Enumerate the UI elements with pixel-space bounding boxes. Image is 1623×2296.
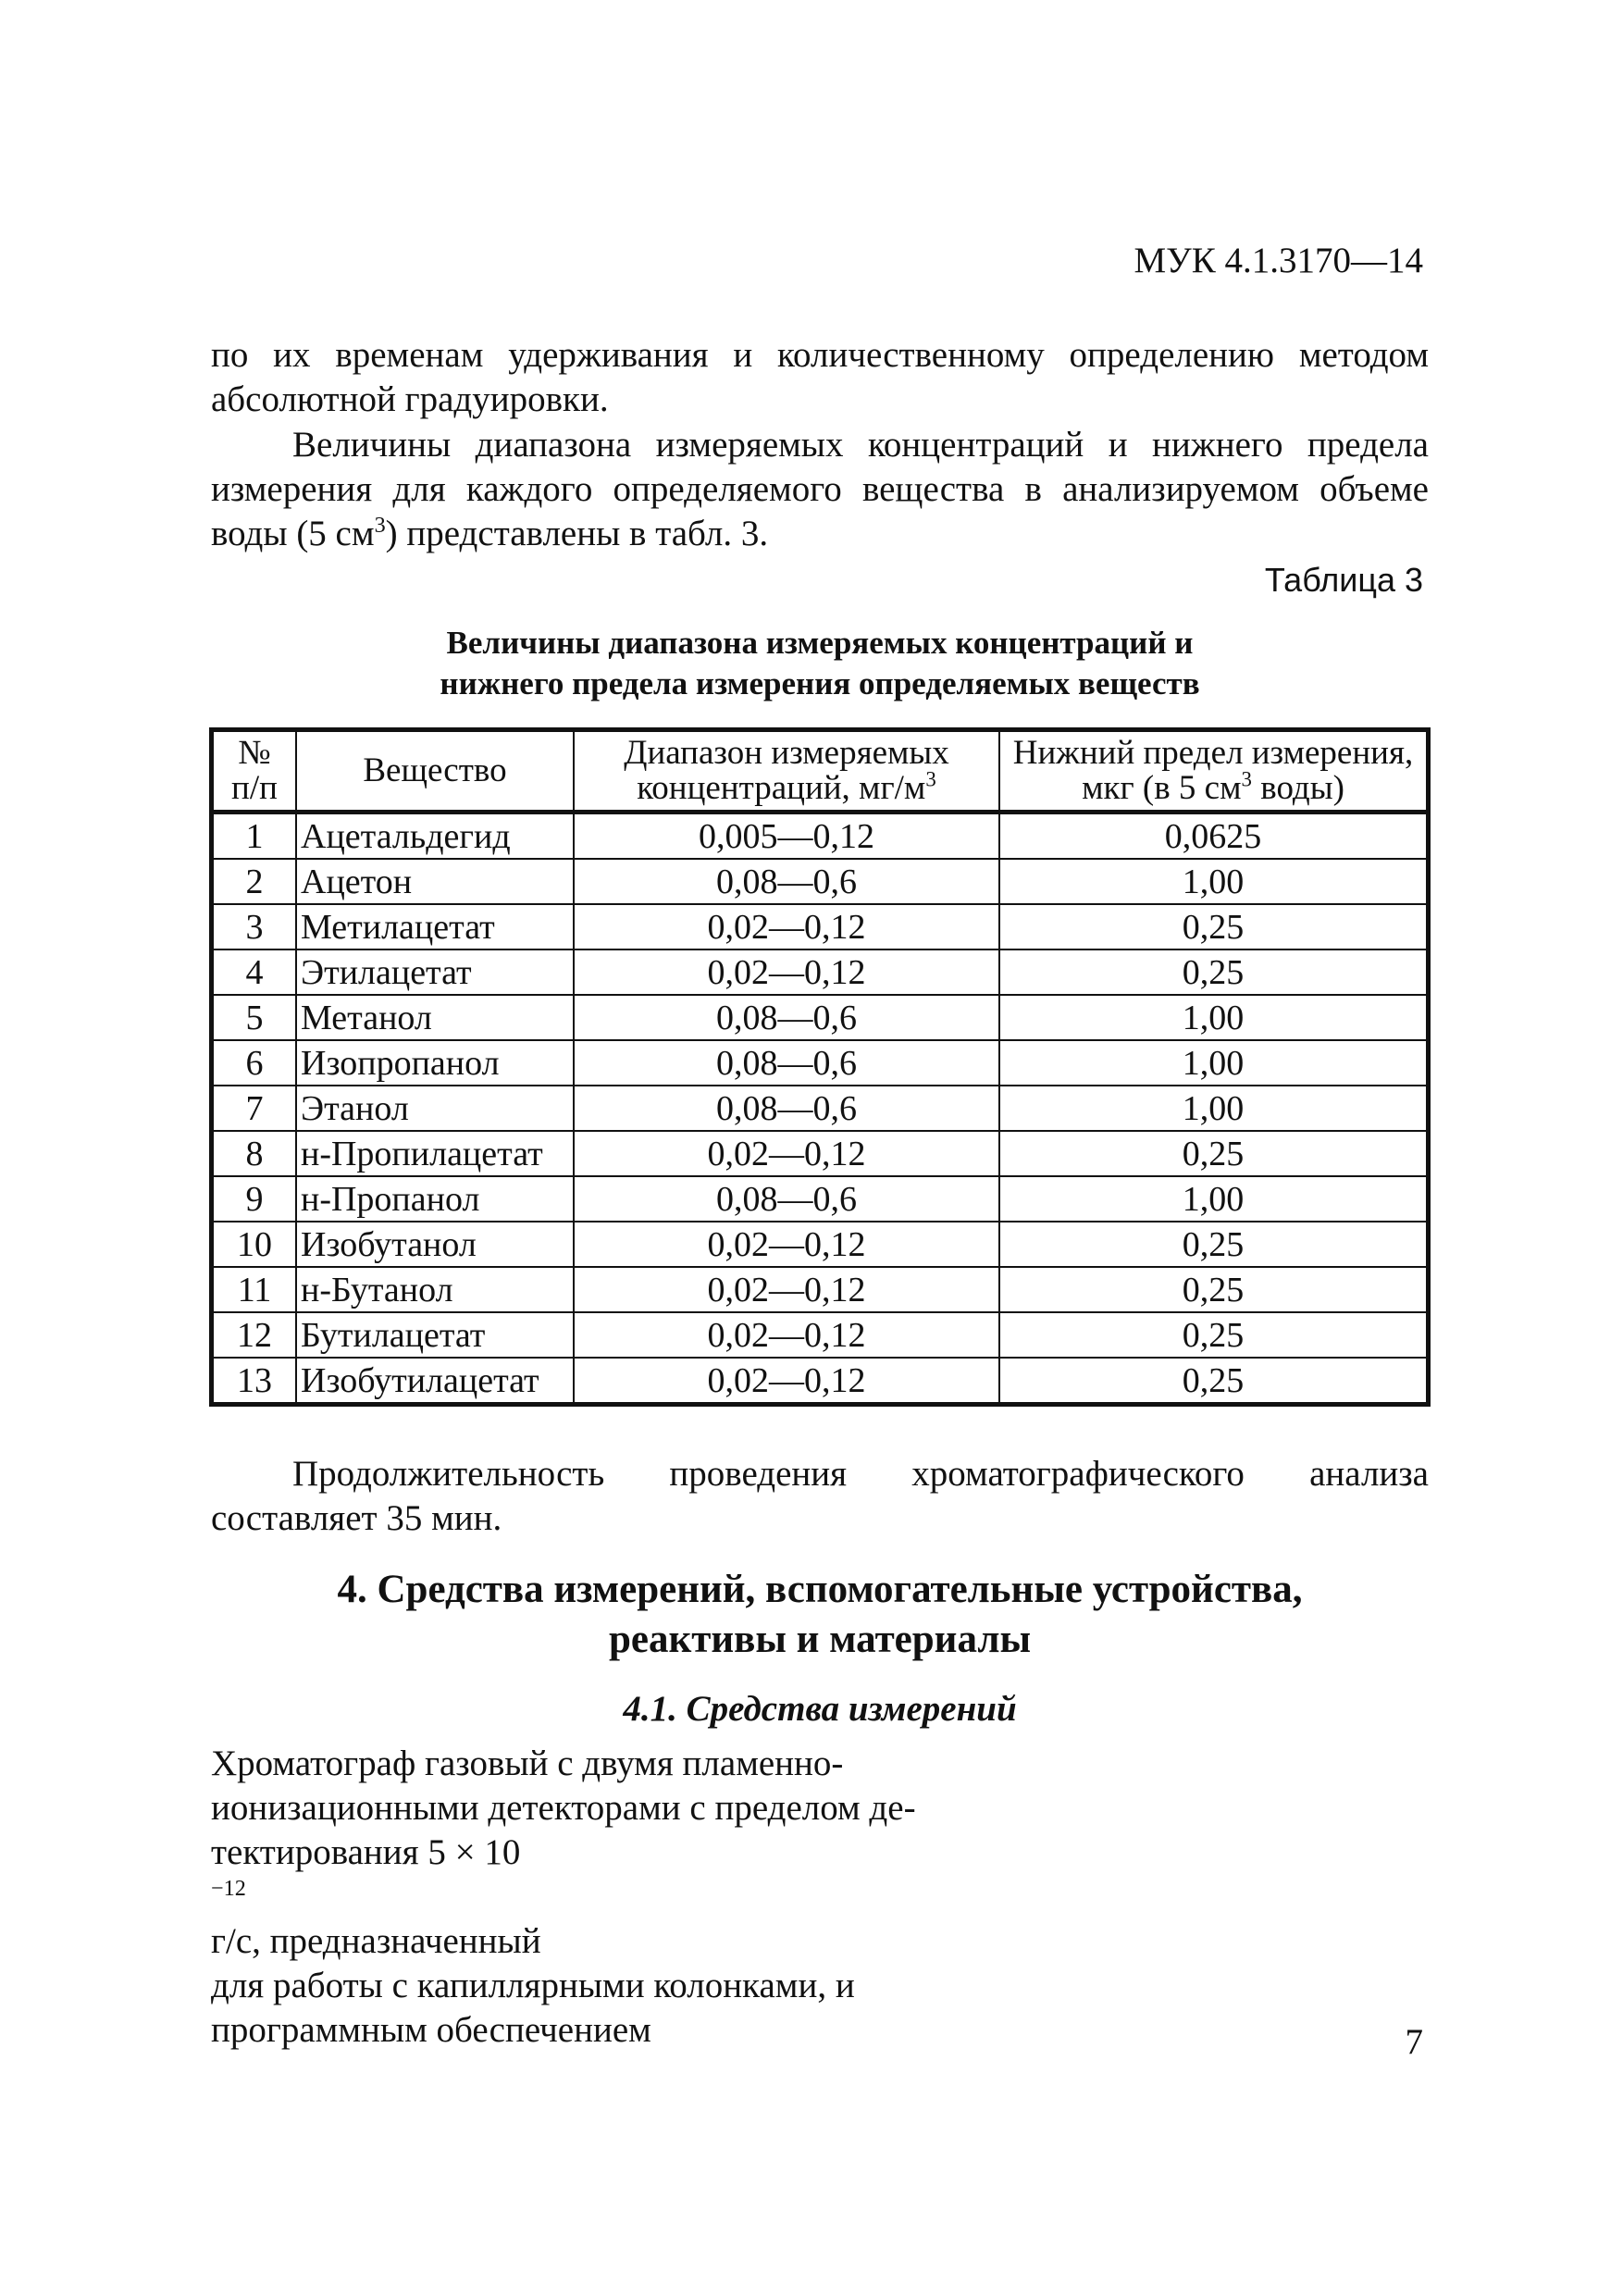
- cell-limit: 1,00: [999, 1086, 1429, 1131]
- cell-substance: Изобутилацетат: [296, 1358, 574, 1405]
- cell-substance: Изобутанол: [296, 1222, 574, 1267]
- section-4-heading-line-2: реактивы и материалы: [608, 1618, 1032, 1661]
- header-range-superscript: 3: [925, 767, 936, 791]
- header-limit-line-2: [1004, 767, 1422, 807]
- cell-substance: н-Бутанол: [296, 1267, 574, 1312]
- concentration-table: [209, 727, 1431, 1407]
- ranges-text-a: Величины диапазона измеряемых концентраций и нижнего предела измерения для каждого определяемого вещества в анализируемом объеме воды (5 см: [211, 425, 1429, 553]
- table-row: [212, 949, 1429, 995]
- section-4-heading-line-1: 4. Средства измерений, вспомогательные устройства,: [337, 1568, 1303, 1611]
- cell-substance: Ацетальдегид: [296, 813, 574, 860]
- cell-limit: 0,25: [999, 1267, 1429, 1312]
- cell-number: 8: [212, 1131, 297, 1176]
- duration-paragraph: Продолжительность проведения хроматографического анализа составляет 35 мин.: [211, 1454, 1429, 1538]
- table-row: [212, 1267, 1429, 1312]
- cell-range: 0,02—0,12: [574, 1222, 999, 1267]
- table-row: [212, 1358, 1429, 1405]
- cell-number: 7: [212, 1086, 297, 1131]
- header-number: [212, 730, 297, 813]
- subsection-4-1-heading: 4.1. Средства измерений: [623, 1689, 1017, 1729]
- chromatograph-line-5: программным обеспечением: [211, 2010, 651, 2050]
- cell-limit: 0,25: [999, 1222, 1429, 1267]
- header-limit-superscript: 3: [1241, 767, 1252, 791]
- document-code: МУК 4.1.3170—14: [1134, 241, 1423, 280]
- cell-number: 11: [212, 1267, 297, 1312]
- cell-number: 10: [212, 1222, 297, 1267]
- cell-substance: н-Пропанол: [296, 1176, 574, 1222]
- table-row: [212, 1176, 1429, 1222]
- cell-limit: 1,00: [999, 1040, 1429, 1086]
- cell-limit: 0,25: [999, 1131, 1429, 1176]
- cell-substance: Этилацетат: [296, 949, 574, 995]
- cell-number: 6: [212, 1040, 297, 1086]
- chromatograph-line-3-b: г/с, предназначенный: [211, 1921, 541, 1961]
- table-caption-line-2: нижнего предела измерения определяемых веществ: [440, 665, 1200, 701]
- ranges-text-b: ) представлены в табл. 3.: [385, 514, 769, 553]
- cell-number: 12: [212, 1312, 297, 1358]
- header-limit-line-1: Нижний предел измерения,: [1012, 734, 1414, 772]
- table-row: [212, 1040, 1429, 1086]
- chromatograph-line-3: [211, 1831, 970, 1964]
- cell-limit: 0,25: [999, 1358, 1429, 1405]
- cell-limit: 0,25: [999, 904, 1429, 949]
- cell-number: 3: [212, 904, 297, 949]
- cell-substance: Ацетон: [296, 859, 574, 904]
- cell-limit: 0,0625: [999, 813, 1429, 860]
- header-limit-unit-a: мкг (в 5 см: [1082, 769, 1242, 807]
- cell-number: 5: [212, 995, 297, 1040]
- header-limit-unit-b: воды): [1252, 769, 1344, 807]
- cell-range: 0,08—0,6: [574, 1176, 999, 1222]
- cell-range: 0,02—0,12: [574, 1312, 999, 1358]
- header-substance: Вещество: [296, 730, 574, 813]
- cell-limit: 1,00: [999, 995, 1429, 1040]
- header-range-line-1: Диапазон измеряемых: [624, 734, 949, 772]
- cell-limit: 1,00: [999, 1176, 1429, 1222]
- cell-range: 0,005—0,12: [574, 813, 999, 860]
- header-range-unit: концентраций, мг/м: [637, 769, 926, 807]
- cell-range: 0,02—0,12: [574, 904, 999, 949]
- cell-substance: Изопропанол: [296, 1040, 574, 1086]
- cell-substance: н-Пропилацетат: [296, 1131, 574, 1176]
- table-header-row: [212, 730, 1429, 813]
- table-row: [212, 813, 1429, 860]
- table-row: [212, 1222, 1429, 1267]
- page-number: 7: [1405, 2022, 1423, 2062]
- header-number-line-1: №: [238, 734, 271, 772]
- cell-range: 0,08—0,6: [574, 1086, 999, 1131]
- chromatograph-exponent: −12: [211, 1876, 246, 1901]
- chromatograph-line-2: ионизационными детекторами с пределом де-: [211, 1788, 916, 1828]
- cell-range: 0,02—0,12: [574, 1267, 999, 1312]
- cell-substance: Метанол: [296, 995, 574, 1040]
- table-row: [212, 904, 1429, 949]
- cell-number: 1: [212, 813, 297, 860]
- cell-number: 9: [212, 1176, 297, 1222]
- cell-number: 13: [212, 1358, 297, 1405]
- cell-limit: 1,00: [999, 859, 1429, 904]
- header-limit: [999, 730, 1429, 813]
- table-row: [212, 1312, 1429, 1358]
- table-caption-line-1: Величины диапазона измеряемых концентраций и: [446, 625, 1194, 661]
- cell-substance: Метилацетат: [296, 904, 574, 949]
- chromatograph-item: [211, 1742, 970, 2053]
- table-label: Таблица 3: [1264, 561, 1423, 599]
- table-row: [212, 1086, 1429, 1131]
- cell-limit: 0,25: [999, 949, 1429, 995]
- cell-range: 0,02—0,12: [574, 1358, 999, 1405]
- cell-range: 0,08—0,6: [574, 859, 999, 904]
- section-4-heading: [211, 1565, 1429, 1665]
- chromatograph-line-1: Хроматограф газовый с двумя пламенно-: [211, 1744, 844, 1783]
- cell-substance: Этанол: [296, 1086, 574, 1131]
- cell-limit: 0,25: [999, 1312, 1429, 1358]
- intro-continuation-paragraph: по их временам удерживания и количественному определению методом абсолютной градуировки.: [211, 335, 1429, 419]
- cell-substance: Бутилацетат: [296, 1312, 574, 1358]
- header-range: [574, 730, 999, 813]
- table-row: [212, 995, 1429, 1040]
- chromatograph-line-3-a: тектирования 5 × 10: [211, 1832, 521, 1872]
- cell-number: 4: [212, 949, 297, 995]
- cell-range: 0,08—0,6: [574, 995, 999, 1040]
- cell-number: 2: [212, 859, 297, 904]
- cell-range: 0,02—0,12: [574, 1131, 999, 1176]
- header-range-line-2: [578, 767, 995, 807]
- table-row: [212, 859, 1429, 904]
- header-number-line-2: п/п: [231, 769, 278, 807]
- ranges-paragraph: [211, 423, 1429, 556]
- ranges-superscript: 3: [374, 513, 386, 538]
- table-caption: [211, 623, 1429, 704]
- chromatograph-line-4: для работы с капиллярными колонками, и: [211, 1966, 855, 2005]
- table-row: [212, 1131, 1429, 1176]
- cell-range: 0,02—0,12: [574, 949, 999, 995]
- cell-range: 0,08—0,6: [574, 1040, 999, 1086]
